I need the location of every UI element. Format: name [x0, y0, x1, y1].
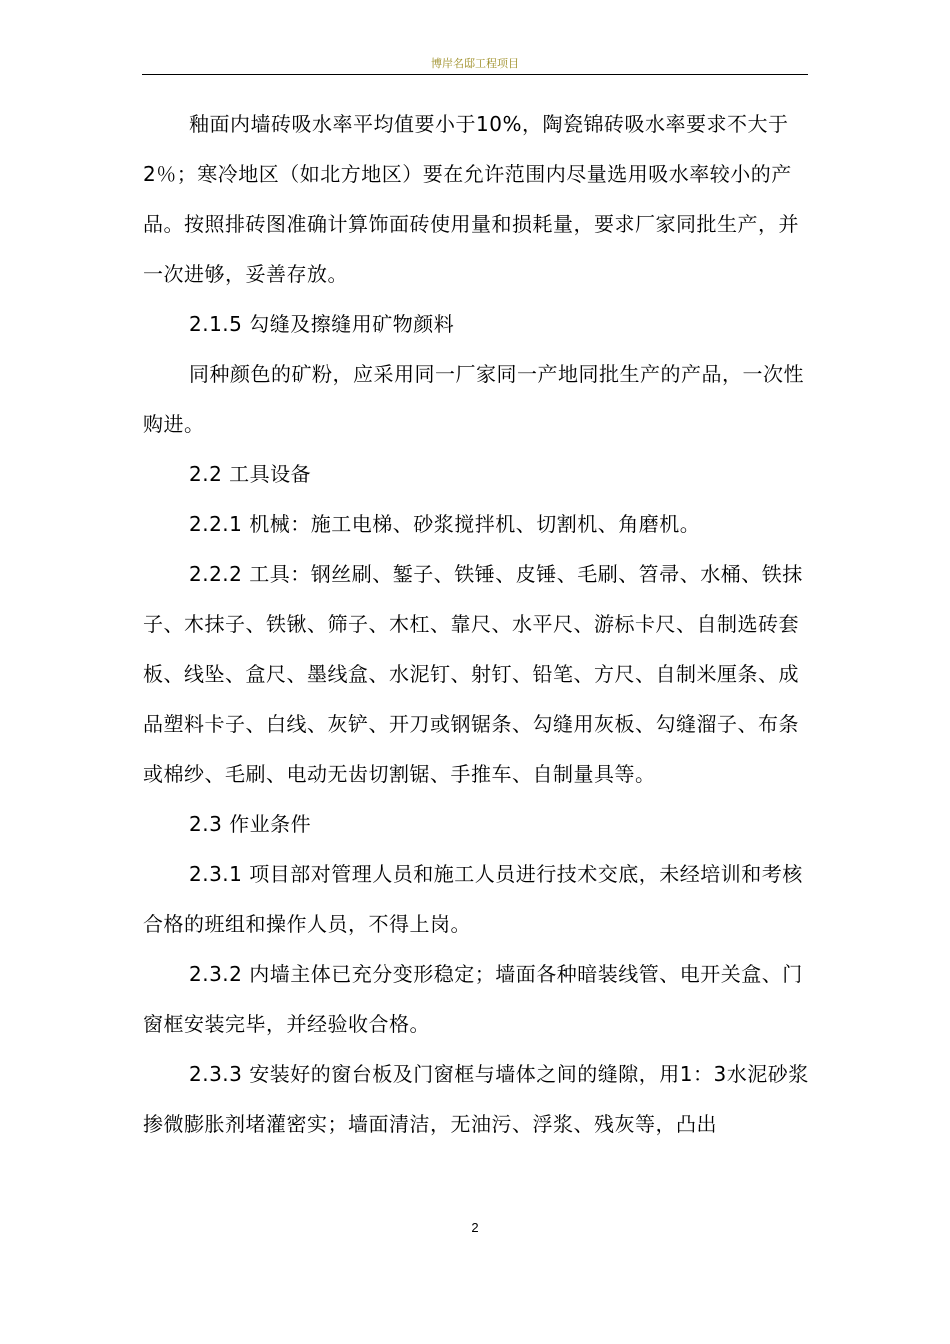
paragraph-2-3-1: 2.3.1 项目部对管理人员和施工人员进行技术交底，未经培训和考核合格的班组和操作人员，不得上岗。: [143, 862, 803, 936]
paragraph-tile-absorption: 釉面内墙砖吸水率平均值要小于10%，陶瓷锦砖吸水率要求不大于2％；寒冷地区（如北方地区）要在允许范围内尽量选用吸水率较小的产品。按照排砖图准确计算饰面砖使用量和损耗量，要求厂家同批生产，并一次进够，妥善存放。: [143, 112, 799, 286]
section-heading-2-3: 2.3 作业条件: [189, 812, 312, 836]
document-body: [143, 99, 813, 1149]
section-heading-2-1-5: 2.1.5 勾缝及擦缝用矿物颜料: [189, 312, 455, 336]
paragraph-mineral-powder: 同种颜色的矿粉，应采用同一厂家同一产地同批生产的产品，一次性购进。: [143, 362, 804, 436]
page-header: [142, 54, 808, 75]
paragraph-2-3-3: 2.3.3 安装好的窗台板及门窗框与墙体之间的缝隙，用1：3水泥砂浆掺微膨胀剂堵灌密实；墙面清洁，无油污、浮浆、残灰等，凸出: [143, 1062, 809, 1136]
paragraph-2-3-2: 2.3.2 内墙主体已充分变形稳定；墙面各种暗装线管、电开关盒、门窗框安装完毕，并经验收合格。: [143, 962, 803, 1036]
section-heading-2-2: 2.2 工具设备: [189, 462, 312, 486]
page-number: 2: [471, 1220, 479, 1235]
paragraph-2-2-1-machinery: 2.2.1 机械：施工电梯、砂浆搅拌机、切割机、角磨机。: [189, 512, 701, 536]
header-title: 博岸名邸工程项目: [431, 57, 519, 70]
paragraph-2-2-2-tools: 2.2.2 工具：钢丝刷、錾子、铁锤、皮锤、毛刷、笤帚、水桶、铁抹子、木抹子、铁锹、筛子、木杠、靠尺、水平尺、游标卡尺、自制选砖套板、线坠、盒尺、墨线盒、水泥钉、射钉、铅笔、方尺、自制米厘条、成品塑料卡子、白线、灰铲、开刀或钢锯条、勾缝用灰板、勾缝溜子、布条或棉纱、毛刷、电动无齿切割锯、手推车、自制量具等。: [143, 562, 803, 786]
